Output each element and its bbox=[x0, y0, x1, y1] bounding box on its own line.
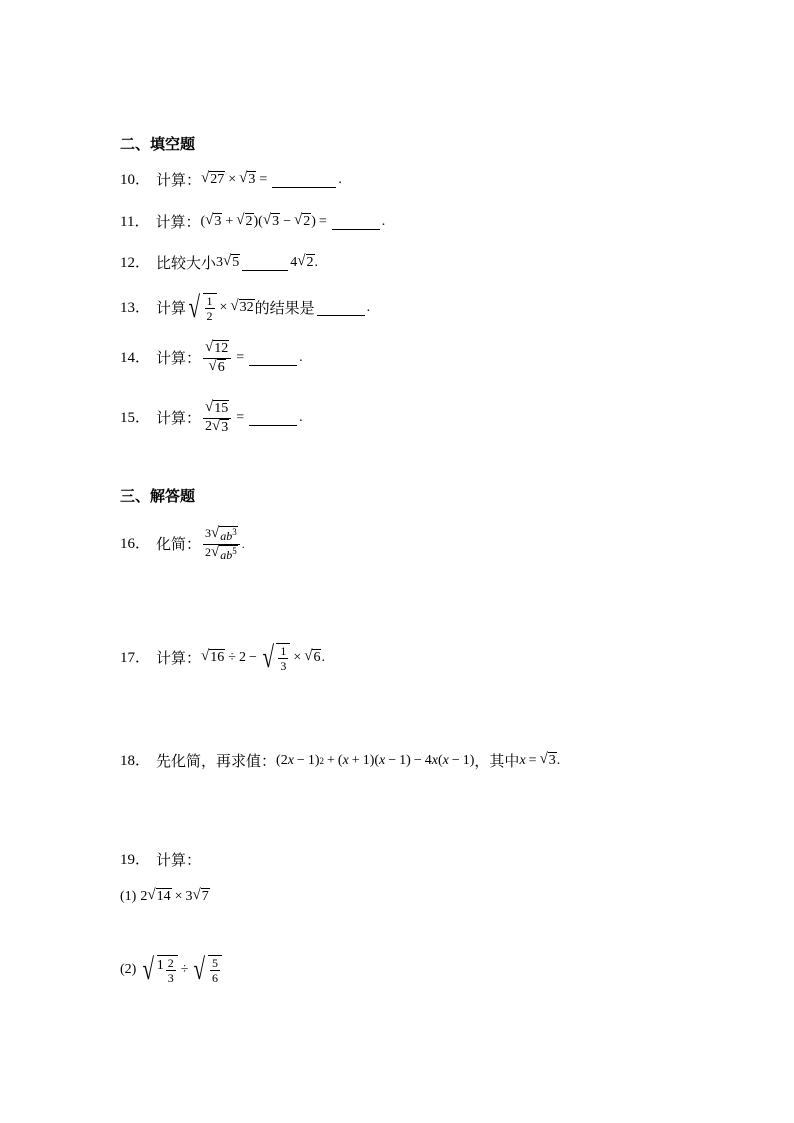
answer-blank[interactable] bbox=[332, 215, 380, 230]
question-number: 15． bbox=[120, 410, 151, 426]
math-condition: x = √ 3 . bbox=[519, 751, 561, 769]
question-label: 先化简，再求值： bbox=[156, 752, 277, 770]
section-title-solve: 三、解答题 bbox=[120, 487, 196, 505]
question-17 bbox=[120, 640, 325, 676]
question-label: 计算： bbox=[156, 409, 202, 427]
question-10 bbox=[120, 170, 342, 190]
math-expression: (2 x − 1) 2 + ( x + 1)( x − 1) − 4 x ( x − 1) bbox=[276, 753, 475, 768]
question-number: 18． bbox=[120, 753, 151, 769]
question-number: 12． bbox=[120, 255, 151, 271]
answer-blank[interactable] bbox=[249, 351, 297, 366]
question-number: 11． bbox=[120, 214, 150, 230]
part-label: (1) bbox=[120, 889, 137, 904]
question-mid: ，其中 bbox=[474, 752, 520, 770]
question-number: 10． bbox=[120, 172, 151, 188]
math-expression: √ $\frac{1}{2}$ × √ 32 bbox=[188, 290, 254, 324]
math-expression: √ 16 ÷ 2 − √ $\frac{1}{3}$ × √ 6 . bbox=[201, 640, 325, 674]
math-expression: √ 1 $\frac{2}{3}$ ÷ √ $\frac{5}{6}$ bbox=[140, 955, 222, 986]
question-label: 计算： bbox=[156, 649, 202, 667]
question-19-part-1 bbox=[120, 887, 210, 907]
question-18 bbox=[120, 751, 560, 771]
question-label: 计算： bbox=[156, 851, 202, 869]
answer-blank[interactable] bbox=[242, 256, 288, 271]
math-expression: √ 15 2 √ 3 = . bbox=[205, 399, 303, 435]
answer-blank[interactable] bbox=[272, 173, 336, 188]
question-label: 计算： bbox=[156, 171, 202, 189]
answer-blank[interactable] bbox=[317, 301, 365, 316]
question-13: 13． 计算 √ $\frac{1}{2}$ × √ 32 的结果是 . bbox=[120, 290, 371, 324]
section-title-fill-in: 二、填空题 bbox=[120, 135, 196, 153]
question-number: 14． bbox=[120, 350, 151, 366]
question-11 bbox=[120, 212, 385, 232]
question-label: 计算 bbox=[156, 299, 187, 317]
question-label: 化简： bbox=[156, 535, 202, 553]
answer-blank[interactable] bbox=[249, 411, 297, 426]
math-expression: √ 12 √ 6 = . bbox=[205, 339, 303, 375]
question-19-part-2 bbox=[120, 950, 222, 990]
question-12 bbox=[120, 253, 318, 273]
math-expression: 2 √ 14 × 3 √ 7 bbox=[140, 887, 209, 905]
math-expression: √ 27 × √ 3 = . bbox=[201, 170, 342, 188]
question-suffix: 的结果是 bbox=[254, 299, 315, 317]
question-number: 16． bbox=[120, 536, 151, 552]
question-label: 比较大小 bbox=[156, 254, 217, 272]
question-label: 计算： bbox=[156, 349, 202, 367]
part-label: (2) bbox=[120, 962, 137, 977]
question-16 bbox=[120, 524, 245, 564]
question-number: 19． bbox=[120, 852, 151, 868]
math-expression: ( √ 3 + √ 2 )( √ 3 − √ 2 ) = . bbox=[200, 212, 386, 230]
question-number: 17． bbox=[120, 650, 151, 666]
question-number: 13． bbox=[120, 300, 151, 316]
question-15 bbox=[120, 398, 303, 438]
question-14 bbox=[120, 338, 303, 378]
math-expression: 3 √ 5 4 √ 2 . bbox=[216, 253, 318, 271]
question-label: 计算： bbox=[155, 213, 201, 231]
math-expression: 3 √ $ab^3$ 2 √ $ab^5$ . bbox=[205, 524, 245, 562]
question-19 bbox=[120, 850, 201, 870]
